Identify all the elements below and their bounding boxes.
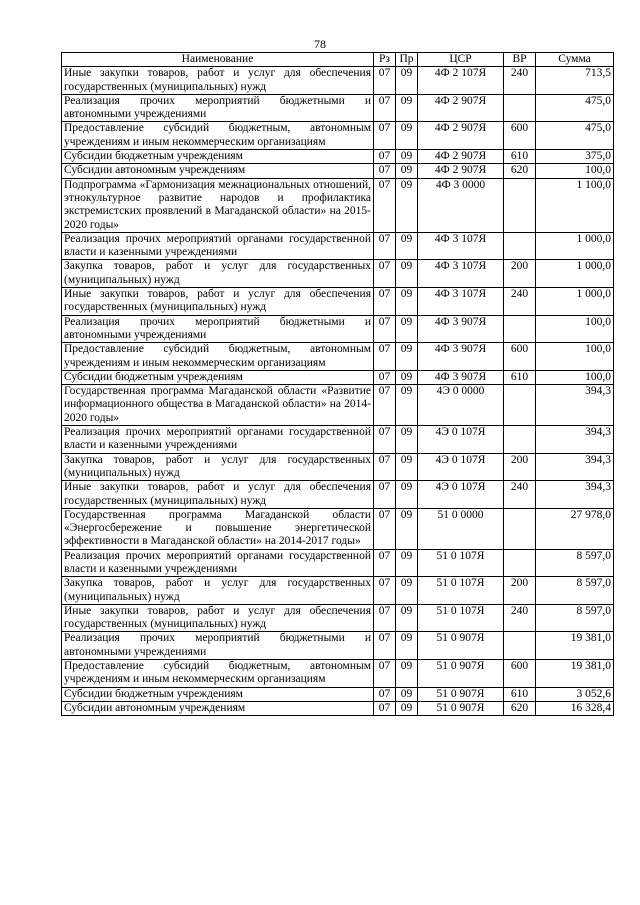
cell-rz: 07 bbox=[374, 687, 396, 701]
cell-vr: 600 bbox=[504, 343, 536, 371]
cell-rz: 07 bbox=[374, 481, 396, 509]
cell-rz: 07 bbox=[374, 549, 396, 577]
cell-name: Иные закупки товаров, работ и услуг для обеспечения государственных (муниципальных) нужд bbox=[62, 481, 374, 509]
cell-csr: 4Ф 2 107Я bbox=[418, 67, 504, 95]
table-row bbox=[62, 232, 614, 260]
cell-csr: 51 0 907Я bbox=[418, 632, 504, 660]
cell-name: Реализация прочих мероприятий бюджетными и автономными учреждениями bbox=[62, 315, 374, 343]
header-csr: ЦСР bbox=[418, 53, 504, 67]
cell-pr: 09 bbox=[396, 549, 418, 577]
table-row bbox=[62, 508, 614, 549]
table-row bbox=[62, 164, 614, 178]
cell-name: Закупка товаров, работ и услуг для государственных (муниципальных) нужд bbox=[62, 577, 374, 605]
cell-vr: 610 bbox=[504, 370, 536, 384]
cell-vr bbox=[504, 315, 536, 343]
cell-sum: 16 328,4 bbox=[536, 701, 614, 715]
cell-sum: 8 597,0 bbox=[536, 549, 614, 577]
cell-vr: 600 bbox=[504, 660, 536, 688]
table-row bbox=[62, 577, 614, 605]
cell-name: Реализация прочих мероприятий бюджетными и автономными учреждениями bbox=[62, 632, 374, 660]
cell-vr: 600 bbox=[504, 122, 536, 150]
cell-vr: 620 bbox=[504, 164, 536, 178]
cell-vr: 200 bbox=[504, 453, 536, 481]
cell-csr: 4Э 0 0000 bbox=[418, 385, 504, 426]
cell-csr: 4Ф 3 907Я bbox=[418, 343, 504, 371]
cell-pr: 09 bbox=[396, 508, 418, 549]
table-row bbox=[62, 288, 614, 316]
table-row bbox=[62, 94, 614, 122]
header-sum: Сумма bbox=[536, 53, 614, 67]
cell-rz: 07 bbox=[374, 453, 396, 481]
cell-pr: 09 bbox=[396, 288, 418, 316]
cell-name: Закупка товаров, работ и услуг для государственных (муниципальных) нужд bbox=[62, 260, 374, 288]
cell-csr: 4Ф 2 907Я bbox=[418, 150, 504, 164]
cell-pr: 09 bbox=[396, 343, 418, 371]
cell-rz: 07 bbox=[374, 164, 396, 178]
cell-rz: 07 bbox=[374, 94, 396, 122]
table-row bbox=[62, 370, 614, 384]
table-row bbox=[62, 343, 614, 371]
cell-csr: 4Э 0 107Я bbox=[418, 426, 504, 454]
cell-sum: 1 000,0 bbox=[536, 260, 614, 288]
cell-name: Реализация прочих мероприятий органами государственной власти и казенными учреждениями bbox=[62, 549, 374, 577]
cell-name: Иные закупки товаров, работ и услуг для обеспечения государственных (муниципальных) нужд bbox=[62, 604, 374, 632]
cell-sum: 1 100,0 bbox=[536, 178, 614, 232]
cell-pr: 09 bbox=[396, 260, 418, 288]
cell-vr: 240 bbox=[504, 67, 536, 95]
table-row bbox=[62, 178, 614, 232]
cell-sum: 394,3 bbox=[536, 481, 614, 509]
cell-rz: 07 bbox=[374, 604, 396, 632]
cell-rz: 07 bbox=[374, 232, 396, 260]
header-rz: Рз bbox=[374, 53, 396, 67]
table-row bbox=[62, 150, 614, 164]
cell-name: Закупка товаров, работ и услуг для государственных (муниципальных) нужд bbox=[62, 453, 374, 481]
cell-sum: 3 052,6 bbox=[536, 687, 614, 701]
table-row bbox=[62, 453, 614, 481]
cell-rz: 07 bbox=[374, 426, 396, 454]
cell-pr: 09 bbox=[396, 577, 418, 605]
cell-vr bbox=[504, 385, 536, 426]
cell-csr: 4Ф 2 907Я bbox=[418, 94, 504, 122]
cell-pr: 09 bbox=[396, 701, 418, 715]
cell-name: Реализация прочих мероприятий бюджетными и автономными учреждениями bbox=[62, 94, 374, 122]
cell-name: Предоставление субсидий бюджетным, автономным учреждениям и иным некоммерческим организациям bbox=[62, 343, 374, 371]
cell-rz: 07 bbox=[374, 660, 396, 688]
table-header bbox=[62, 53, 614, 67]
cell-csr: 4Ф 2 907Я bbox=[418, 164, 504, 178]
cell-pr: 09 bbox=[396, 481, 418, 509]
cell-name: Субсидии бюджетным учреждениям bbox=[62, 370, 374, 384]
cell-csr: 4Ф 3 907Я bbox=[418, 315, 504, 343]
table-row bbox=[62, 481, 614, 509]
budget-table bbox=[61, 52, 614, 716]
cell-csr: 51 0 107Я bbox=[418, 577, 504, 605]
cell-rz: 07 bbox=[374, 508, 396, 549]
cell-rz: 07 bbox=[374, 632, 396, 660]
cell-sum: 1 000,0 bbox=[536, 232, 614, 260]
cell-csr: 51 0 907Я bbox=[418, 660, 504, 688]
cell-rz: 07 bbox=[374, 315, 396, 343]
table-row bbox=[62, 701, 614, 715]
cell-pr: 09 bbox=[396, 122, 418, 150]
cell-csr: 4Ф 3 107Я bbox=[418, 232, 504, 260]
cell-sum: 475,0 bbox=[536, 94, 614, 122]
cell-sum: 19 381,0 bbox=[536, 632, 614, 660]
cell-rz: 07 bbox=[374, 260, 396, 288]
header-row bbox=[62, 53, 614, 67]
cell-pr: 09 bbox=[396, 178, 418, 232]
cell-vr: 240 bbox=[504, 604, 536, 632]
cell-pr: 09 bbox=[396, 660, 418, 688]
cell-name: Подпрограмма «Гармонизация межнациональных отношений, этнокультурное развитие народов и профилактика экстремистских проявлений в Магаданской области» на 2015-2020 годы» bbox=[62, 178, 374, 232]
cell-vr: 240 bbox=[504, 481, 536, 509]
cell-csr: 51 0 107Я bbox=[418, 604, 504, 632]
cell-csr: 4Ф 3 107Я bbox=[418, 288, 504, 316]
cell-rz: 07 bbox=[374, 178, 396, 232]
cell-vr bbox=[504, 508, 536, 549]
cell-rz: 07 bbox=[374, 385, 396, 426]
cell-sum: 27 978,0 bbox=[536, 508, 614, 549]
cell-pr: 09 bbox=[396, 453, 418, 481]
table-row bbox=[62, 687, 614, 701]
cell-pr: 09 bbox=[396, 150, 418, 164]
cell-name: Предоставление субсидий бюджетным, автономным учреждениям и иным некоммерческим организациям bbox=[62, 122, 374, 150]
cell-csr: 51 0 907Я bbox=[418, 701, 504, 715]
cell-vr bbox=[504, 632, 536, 660]
cell-sum: 1 000,0 bbox=[536, 288, 614, 316]
cell-vr bbox=[504, 549, 536, 577]
cell-vr: 200 bbox=[504, 260, 536, 288]
cell-csr: 51 0 107Я bbox=[418, 549, 504, 577]
cell-csr: 51 0 907Я bbox=[418, 687, 504, 701]
cell-sum: 394,3 bbox=[536, 426, 614, 454]
cell-name: Государственная программа Магаданской области «Энергосбережение и повышение энергетической эффективности в Магаданской области» на 2014-2017 годы» bbox=[62, 508, 374, 549]
table-row bbox=[62, 315, 614, 343]
cell-sum: 100,0 bbox=[536, 315, 614, 343]
cell-rz: 07 bbox=[374, 577, 396, 605]
cell-vr: 610 bbox=[504, 687, 536, 701]
cell-pr: 09 bbox=[396, 604, 418, 632]
cell-rz: 07 bbox=[374, 343, 396, 371]
cell-pr: 09 bbox=[396, 94, 418, 122]
cell-rz: 07 bbox=[374, 288, 396, 316]
table-body bbox=[62, 67, 614, 716]
cell-csr: 4Э 0 107Я bbox=[418, 481, 504, 509]
cell-name: Реализация прочих мероприятий органами государственной власти и казенными учреждениями bbox=[62, 426, 374, 454]
cell-vr bbox=[504, 426, 536, 454]
cell-vr: 620 bbox=[504, 701, 536, 715]
cell-name: Субсидии бюджетным учреждениям bbox=[62, 687, 374, 701]
cell-pr: 09 bbox=[396, 232, 418, 260]
cell-name: Субсидии автономным учреждениям bbox=[62, 164, 374, 178]
cell-csr: 51 0 0000 bbox=[418, 508, 504, 549]
cell-csr: 4Ф 3 907Я bbox=[418, 370, 504, 384]
table-row bbox=[62, 385, 614, 426]
table-row bbox=[62, 122, 614, 150]
cell-sum: 394,3 bbox=[536, 453, 614, 481]
cell-pr: 09 bbox=[396, 67, 418, 95]
cell-sum: 475,0 bbox=[536, 122, 614, 150]
cell-rz: 07 bbox=[374, 67, 396, 95]
cell-name: Иные закупки товаров, работ и услуг для обеспечения государственных (муниципальных) нужд bbox=[62, 67, 374, 95]
table-row bbox=[62, 660, 614, 688]
cell-name: Предоставление субсидий бюджетным, автономным учреждениям и иным некоммерческим организациям bbox=[62, 660, 374, 688]
table-row bbox=[62, 604, 614, 632]
cell-sum: 100,0 bbox=[536, 164, 614, 178]
table-row bbox=[62, 549, 614, 577]
cell-name: Реализация прочих мероприятий органами государственной власти и казенными учреждениями bbox=[62, 232, 374, 260]
header-vr: ВР bbox=[504, 53, 536, 67]
cell-name: Иные закупки товаров, работ и услуг для обеспечения государственных (муниципальных) нужд bbox=[62, 288, 374, 316]
cell-sum: 713,5 bbox=[536, 67, 614, 95]
cell-vr bbox=[504, 178, 536, 232]
cell-vr bbox=[504, 232, 536, 260]
cell-vr bbox=[504, 94, 536, 122]
cell-csr: 4Ф 3 0000 bbox=[418, 178, 504, 232]
cell-pr: 09 bbox=[396, 164, 418, 178]
cell-pr: 09 bbox=[396, 632, 418, 660]
cell-rz: 07 bbox=[374, 122, 396, 150]
cell-vr: 610 bbox=[504, 150, 536, 164]
cell-pr: 09 bbox=[396, 315, 418, 343]
cell-name: Государственная программа Магаданской области «Развитие информационного общества в Магаданской области» на 2014-2020 годы» bbox=[62, 385, 374, 426]
cell-pr: 09 bbox=[396, 370, 418, 384]
cell-vr: 200 bbox=[504, 577, 536, 605]
cell-vr: 240 bbox=[504, 288, 536, 316]
header-pr: Пр bbox=[396, 53, 418, 67]
cell-pr: 09 bbox=[396, 385, 418, 426]
table-row bbox=[62, 632, 614, 660]
cell-csr: 4Э 0 107Я bbox=[418, 453, 504, 481]
table-row bbox=[62, 426, 614, 454]
cell-sum: 375,0 bbox=[536, 150, 614, 164]
cell-sum: 8 597,0 bbox=[536, 604, 614, 632]
cell-sum: 19 381,0 bbox=[536, 660, 614, 688]
header-name: Наименование bbox=[62, 53, 374, 67]
cell-sum: 394,3 bbox=[536, 385, 614, 426]
table-row bbox=[62, 67, 614, 95]
cell-rz: 07 bbox=[374, 701, 396, 715]
table-row bbox=[62, 260, 614, 288]
cell-sum: 100,0 bbox=[536, 343, 614, 371]
page-number: 78 bbox=[314, 37, 326, 51]
cell-rz: 07 bbox=[374, 370, 396, 384]
cell-name: Субсидии бюджетным учреждениям bbox=[62, 150, 374, 164]
cell-sum: 100,0 bbox=[536, 370, 614, 384]
cell-pr: 09 bbox=[396, 687, 418, 701]
cell-pr: 09 bbox=[396, 426, 418, 454]
cell-rz: 07 bbox=[374, 150, 396, 164]
cell-sum: 8 597,0 bbox=[536, 577, 614, 605]
cell-csr: 4Ф 3 107Я bbox=[418, 260, 504, 288]
cell-name: Субсидии автономным учреждениям bbox=[62, 701, 374, 715]
cell-csr: 4Ф 2 907Я bbox=[418, 122, 504, 150]
